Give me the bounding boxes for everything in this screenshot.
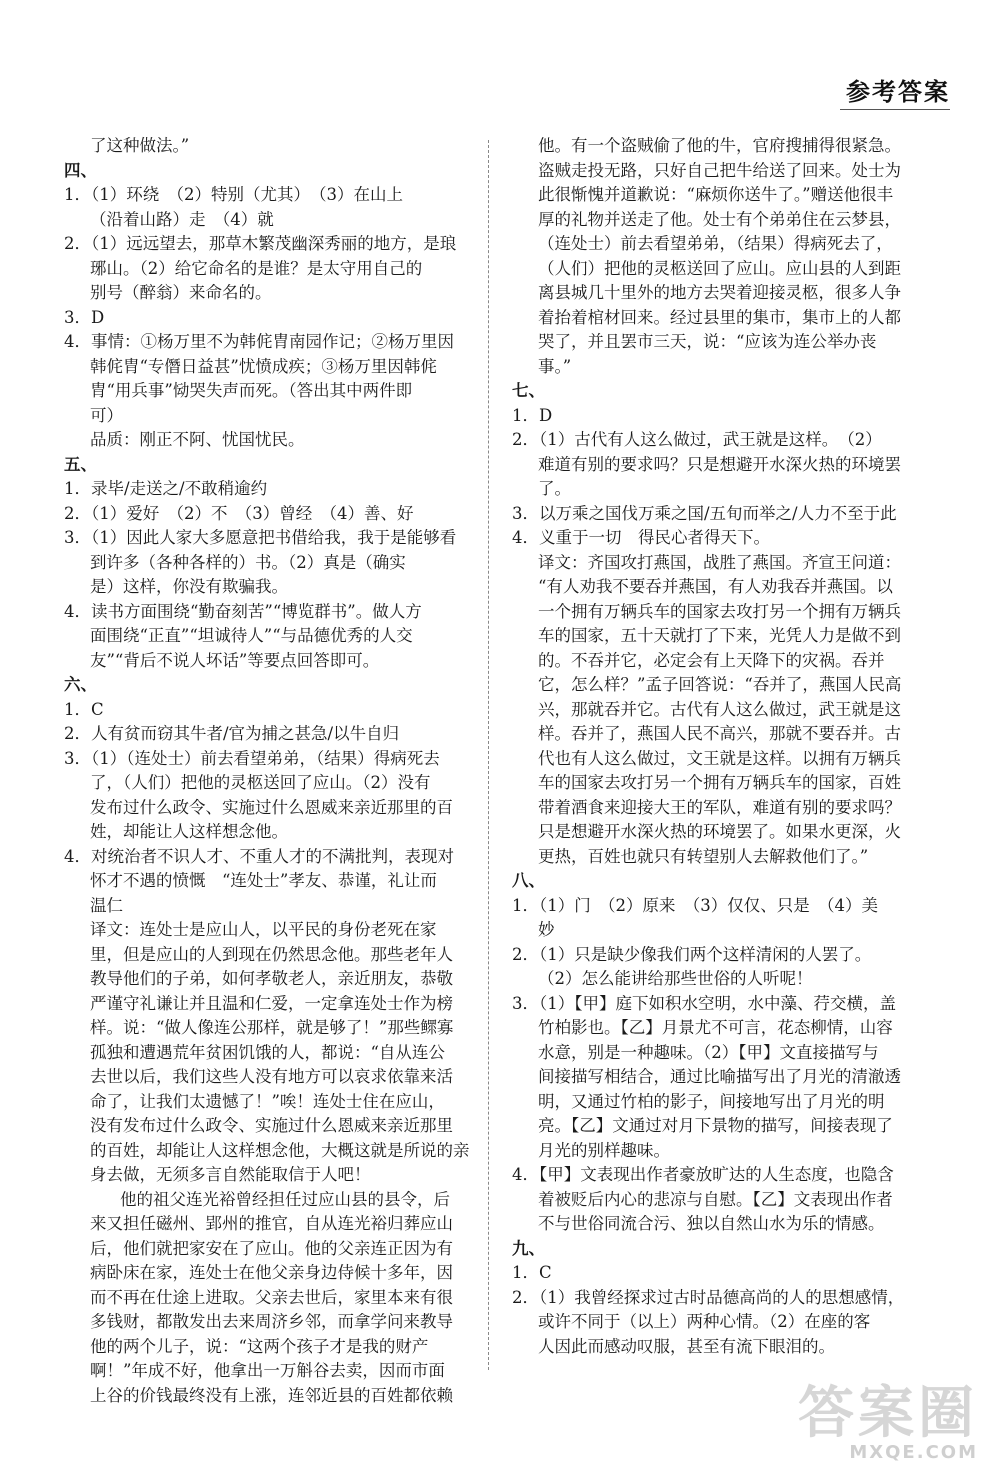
watermark-brand: 答案圈 [798, 1381, 978, 1446]
answer-line: 亮。【乙】文通过对月下景物的描写，间接表现了 [538, 1116, 893, 1135]
answer-line: 竹柏影也。【乙】月景尤不可言，花态柳情，山容 [538, 1018, 893, 1037]
answer-line: 2．人有贫而窃其牛者/官为捕之甚急/以牛自归 [64, 724, 400, 743]
answer-line: 人因此而感动叹服，甚至有流下眼泪的。 [538, 1336, 835, 1356]
answer-line: 2．（1）爱好 （2）不 （3）曾经 （4）善、好 [64, 503, 414, 523]
answer-line: 多钱财，都散发出去来周济乡邻，而拿学问来教导 [90, 1312, 453, 1331]
answer-line: 了这种做法。” [90, 136, 190, 155]
answer-line: 哭了，并且罢市三天，说：“应该为连公举办丧 [538, 332, 877, 351]
answer-line: 代也有人这么做过，文王就是这样。以拥有万辆兵 [538, 748, 901, 768]
answer-line: 上谷的价钱最终没有上涨，连邻近县的百姓都依赖 [90, 1385, 453, 1405]
answer-line: 八、 [512, 871, 545, 890]
answer-line: 他的两个儿子，说：“这两个孩子才是我的财产 [90, 1336, 429, 1356]
answer-line: 3．（1）【甲】庭下如积水空明，水中藻、荇交横，盖 [512, 993, 896, 1013]
answer-line: 怀才不遇的愤慨 “连处士”孝友、恭谨，礼让而 [90, 871, 437, 890]
answer-line: 厚的礼物并送走了他。处士有个弟弟住在云梦县， [538, 209, 901, 229]
answer-line: 样。吞并了，燕国人民不高兴，那就不要吞并。古 [538, 724, 901, 743]
answer-line: 六、 [64, 675, 97, 694]
answer-line: 水意，别是一种趣味。（2）【甲】文直接描写与 [538, 1042, 879, 1062]
answer-line: 4．对统治者不识人才、不重人才的不满批判，表现对 [64, 846, 454, 866]
answer-line: 到许多（各种各样的）书。（2）真是（确实 [90, 552, 406, 572]
answer-line: 九、 [512, 1238, 545, 1258]
answer-line: 严谨守礼谦让并且温和仁爱，一定拿连处士作为榜 [90, 993, 453, 1013]
answer-line: 来又担任磁州、郢州的推官，自从连光裕归葬应山 [90, 1214, 453, 1233]
answer-line: 他的祖父连光裕曾经担任过应山县的县令，后 [120, 1189, 450, 1209]
answer-line: 韩侂胄“专僭日益甚”忧愤成疾；③杨万里因韩侂 [90, 356, 437, 376]
answer-line: 里，但是应山的人到现在仍然思念他。那些老年人 [90, 944, 453, 964]
answer-line: 4．义重于一切 得民心者得天下。 [512, 528, 770, 547]
answer-line: “有人劝我不要吞并燕国，有人劝我吞并燕国。以 [538, 577, 893, 596]
answer-line: （人们）把他的灵柩送回了应山。应山县的人到距 [538, 258, 901, 278]
answer-line: 间接描写相结合，通过比喻描写出了月光的清澈透 [538, 1067, 901, 1086]
answer-line: 胄“用兵事”恸哭失声而死。（答出其中两件即 [90, 381, 413, 400]
answer-line: 温仁 [90, 895, 123, 915]
answer-line: 译文：齐国攻打燕国，战胜了燕国。齐宣王问道： [538, 552, 901, 572]
answer-line: 1．（1）环绕 （2）特别（尤其） （3）在山上 [64, 185, 403, 204]
answer-line: 面围绕“正直”“坦诚待人”“与品德优秀的人交 [90, 626, 413, 645]
answer-line: 车的国家去攻打另一个拥有万辆兵车的国家，百姓 [538, 773, 901, 792]
answer-line: 1．录毕/走送之/不敢稍逾约 [64, 479, 268, 498]
header-rule [840, 109, 950, 110]
answer-line: 月光的别样趣味。 [538, 1140, 670, 1160]
left-column [64, 134, 474, 1408]
answer-line: （连处士）前去看望弟弟，（结果）得病死去了， [538, 234, 893, 253]
answer-line: 3．（1）因此人家大多愿意把书借给我，我于是能够看 [64, 528, 457, 547]
answer-line: 七、 [512, 381, 545, 400]
answer-line: 明，又通过竹柏的影子，间接地写出了月光的明 [538, 1091, 885, 1111]
answer-line: 2．（1）我曾经探求过古时品德高尚的人的思想感情， [512, 1287, 905, 1307]
answer-line: 五、 [64, 454, 97, 474]
answer-line: 带着酒食来迎接大王的军队，难道有别的要求吗？ [538, 797, 901, 817]
watermark [798, 1381, 978, 1463]
answer-line: 盗贼走投无路，只好自己把牛给送了回来。处士为 [538, 160, 901, 180]
answer-line: 品质：刚正不阿、忧国忧民。 [90, 430, 305, 449]
answer-line: 发布过什么政令、实施过什么恩威来亲近那里的百 [90, 797, 453, 817]
answer-line: 而不再在仕途上进取。父亲去世后，家里本来有很 [90, 1287, 453, 1307]
answer-line: 1．C [64, 699, 104, 719]
answer-line: 译文：连处士是应山人，以平民的身份老死在家 [90, 920, 437, 939]
answer-line: 是）这样，你没有欺骗我。 [90, 577, 288, 596]
answer-line: 的。不吞并它，必定会有上天降下的灾祸。吞并 [538, 650, 885, 670]
answer-line: 更热，百姓也就只有转望别人去解救他们了。” [538, 846, 869, 866]
answer-line: 2．（1）只是缺少像我们两个这样清闲的人罢了。 [512, 944, 872, 964]
answer-line: 事。” [538, 356, 572, 376]
answer-line: 的百姓，却能让人这样想念他，大概这就是所说的亲 [90, 1140, 470, 1160]
answer-line: 去世以后，我们这些人没有地方可以哀求依靠来活 [90, 1067, 453, 1086]
answer-line: 着被贬后内心的悲凉与自慰。【乙】文表现出作者 [538, 1189, 893, 1209]
answer-line: 后，他们就把家安在了应山。他的父亲连正因为有 [90, 1238, 453, 1258]
answer-line: 四、 [64, 160, 97, 180]
answer-line: 3．D [64, 307, 105, 327]
answer-line: 身去做，无须多言自然能取信于人吧！ [90, 1165, 371, 1184]
answer-line: 琊山。（2）给它命名的是谁？是太守用自己的 [90, 258, 423, 278]
answer-line: 只是想避开水深火热的环境罢了。如果水更深，火 [538, 822, 901, 841]
answer-line: 了，（人们）把他的灵柩送回了应山。（2）没有 [90, 773, 431, 792]
answer-line: 1．D [512, 405, 553, 425]
right-column [512, 134, 922, 1359]
answer-line: 命了，让我们太遗憾了！”唉！连处士住在应山， [90, 1091, 445, 1111]
answer-line: 妙 [538, 920, 555, 939]
answer-line: 离县城几十里外的地方去哭着迎接灵柩，很多人争 [538, 283, 901, 302]
column-divider [488, 140, 489, 1370]
answer-line: 不与世俗同流合污、独以自然山水为乐的情感。 [538, 1214, 885, 1233]
answer-line: 一个拥有万辆兵车的国家去攻打另一个拥有万辆兵 [538, 601, 901, 621]
answer-line: 3．以万乘之国伐万乘之国/五旬而举之/人力不至于此 [512, 503, 897, 523]
answer-line: 1．（1）门 （2）原来 （3）仅仅、只是 （4）美 [512, 895, 878, 915]
answer-line: 姓，却能让人这样想念他。 [90, 822, 288, 841]
answer-line: 病卧床在家，连处士在他父亲身边侍候十多年，因 [90, 1263, 453, 1282]
answer-line: 它，怎么样？”孟子回答说：“吞并了，燕国人民高 [538, 675, 902, 694]
page-header [840, 72, 950, 110]
answer-line: 或许不同于（以上）两种心情。（2）在座的客 [538, 1312, 871, 1331]
answer-line: 啊！”年成不好，他拿出一万斛谷去卖，因而市面 [90, 1361, 445, 1380]
answer-line: 4．读书方面围绕“勤奋刻苦”“博览群书”。做人方 [64, 601, 422, 621]
answer-line: 2．（1）远远望去，那草木繁茂幽深秀丽的地方，是琅 [64, 234, 457, 253]
answer-line: 了。 [538, 479, 571, 498]
watermark-url: MXQE.COM [849, 1442, 978, 1463]
answer-line: 车的国家，五十天就打了下来，光凭人力是做不到 [538, 626, 901, 645]
answer-line: 没有发布过什么政令、实施过什么恩威来亲近那里 [90, 1116, 453, 1135]
answer-line: （2）怎么能讲给那些世俗的人听呢！ [538, 969, 813, 988]
answer-line: 4．【甲】文表现出作者豪放旷达的人生态度，也隐含 [512, 1165, 894, 1184]
answer-line: 孤独和遭遇荒年贫困饥饿的人，都说：“自从连公 [90, 1042, 445, 1062]
answer-line: 此很惭愧并道歉说：“麻烦你送牛了。”赠送他很丰 [538, 185, 894, 204]
answer-line: 可） [90, 405, 123, 425]
answer-line: 他。有一个盗贼偷了他的牛，官府搜捕得很紧急。 [538, 136, 901, 155]
answer-line: 1．C [512, 1263, 552, 1282]
answer-line: 着抬着棺材回来。经过县里的集市，集市上的人都 [538, 307, 901, 327]
answer-line: 样。说：“做人像连公那样，就是够了！”那些鳏寡 [90, 1018, 454, 1037]
answer-line: 兴，那就吞并它。古代有人这么做过，武王就是这 [538, 699, 901, 719]
answer-line: 难道有别的要求吗？只是想避开水深火热的环境罢 [538, 454, 901, 474]
answer-line: 友”“背后不说人坏话”等要点回答即可。 [90, 650, 380, 670]
answer-line: 3．（1）（连处士）前去看望弟弟，（结果）得病死去 [64, 748, 440, 768]
answer-line: 别号（醉翁）来命名的。 [90, 283, 272, 302]
answer-line: 2．（1）古代有人这么做过，武王就是这样。 （2） [512, 430, 882, 449]
answer-line: 4．事情：①杨万里不为韩侂胄南园作记；②杨万里因 [64, 332, 454, 351]
page-title: 参考答案 [846, 78, 950, 106]
answer-line: （沿着山路）走 （4）就 [90, 209, 274, 229]
answer-line: 教导他们的子弟，如何孝敬老人，亲近朋友，恭敬 [90, 969, 453, 988]
